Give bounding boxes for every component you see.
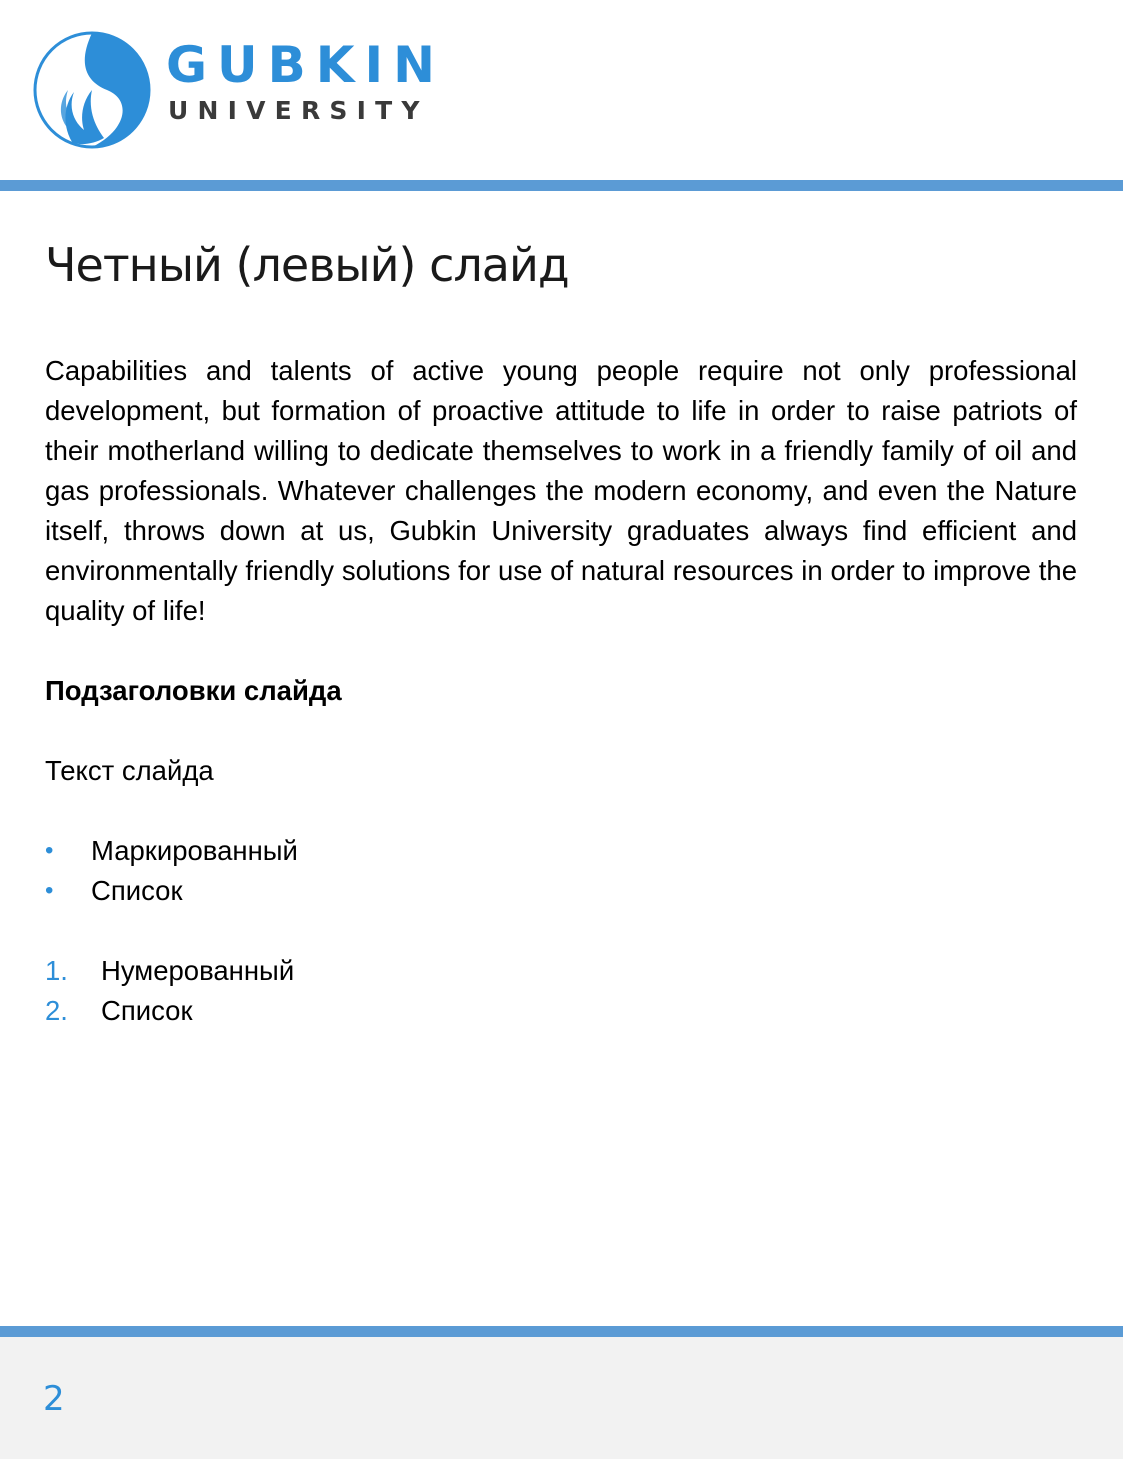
bullet-item-label: Список bbox=[91, 875, 183, 906]
list-item bbox=[45, 951, 1077, 991]
list-number: 2. bbox=[45, 995, 68, 1026]
numbered-item-label: Нумерованный bbox=[101, 955, 295, 986]
list-number: 1. bbox=[45, 955, 68, 986]
bulleted-list bbox=[45, 831, 1077, 911]
list-item bbox=[45, 831, 1077, 871]
bullet-item-label: Маркированный bbox=[91, 835, 298, 866]
slide-header bbox=[0, 0, 1123, 180]
bullet-icon: • bbox=[45, 837, 54, 864]
logo-wordmark-university: UNIVERSITY bbox=[168, 96, 429, 125]
slide-title: Четный (левый) слайд bbox=[45, 238, 569, 292]
logo-wordmark-gubkin: GUBKIN bbox=[166, 36, 445, 94]
slide-subheading: Подзаголовки слайда bbox=[45, 675, 342, 706]
numbered-item-label: Список bbox=[101, 995, 193, 1026]
header-divider bbox=[0, 180, 1123, 191]
page-number: 2 bbox=[43, 1379, 65, 1419]
list-item bbox=[45, 991, 1077, 1031]
footer-divider bbox=[0, 1326, 1123, 1337]
slide-footer bbox=[0, 1337, 1123, 1459]
slide-body bbox=[45, 226, 1077, 1031]
slide-text: Текст слайда bbox=[45, 755, 214, 786]
body-paragraph: Capabilities and talents of active young people require not only professional development, but formation of proactive attitude to life in order to raise patriots of their motherland willing to dedicate themselves to work in a friendly family of oil and gas professionals. Whatever challenges the modern economy, and even the Nature itself, throws down at us, Gubkin University graduates always find efficient and environmentally friendly solutions for use of natural resources in order to improve the quality of life! bbox=[45, 355, 1077, 626]
list-item bbox=[45, 871, 1077, 911]
numbered-list bbox=[45, 951, 1077, 1031]
gubkin-flame-logo-icon bbox=[32, 30, 152, 150]
bullet-icon: • bbox=[45, 877, 54, 904]
